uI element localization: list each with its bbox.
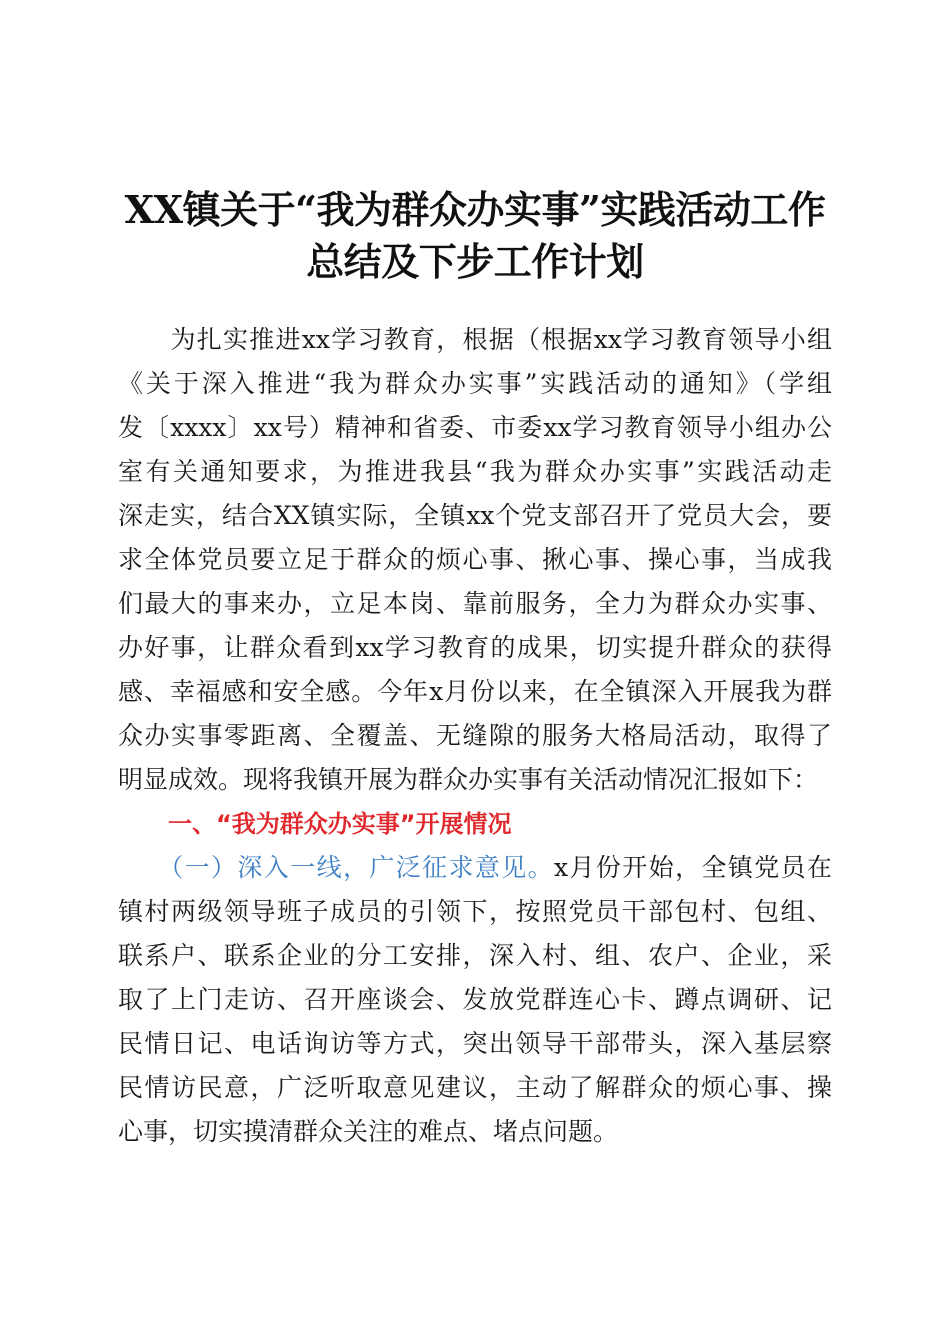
intro-paragraph-line: 《关于深入推进“我为群众办实事”实践活动的通知》（学组 <box>118 369 832 398</box>
subsection-paragraph-line: 民情日记、电话询访等方式，突出领导干部带头，深入基层察 <box>118 1029 832 1058</box>
intro-paragraph-line: 求全体党员要立足于群众的烦心事、揪心事、操心事，当成我 <box>118 545 832 574</box>
intro-paragraph-line: 深走实，结合XX镇实际，全镇xx个党支部召开了党员大会，要 <box>118 501 832 530</box>
subsection-paragraph-line: 取了上门走访、召开座谈会、发放党群连心卡、蹲点调研、记 <box>118 985 832 1014</box>
intro-paragraph-line: 办好事，让群众看到xx学习教育的成果，切实提升群众的获得 <box>118 633 832 662</box>
subsection-first-line <box>118 846 832 890</box>
subsection-paragraph-line: 镇村两级领导班子成员的引领下，按照党员干部包村、包组、 <box>118 897 832 926</box>
document-body <box>118 318 832 1154</box>
intro-paragraph-line: 室有关通知要求，为推进我县“我为群众办实事”实践活动走 <box>118 457 832 486</box>
title-line-1: XX镇关于“我为群众办实事”实践活动工作 <box>124 187 826 232</box>
document-title <box>100 184 850 288</box>
section-heading-1: 一、“我为群众办实事”开展情况 <box>168 810 512 838</box>
intro-paragraph-line: 为扎实推进xx学习教育，根据（根据xx学习教育领导小组 <box>118 325 832 354</box>
subsection-text: x月份开始，全镇党员在 <box>554 853 832 882</box>
intro-paragraph-line: 们最大的事来办，立足本岗、靠前服务，全力为群众办实事、 <box>118 589 832 618</box>
intro-paragraph-line: 发〔xxxx〕xx号）精神和省委、市委xx学习教育领导小组办公 <box>118 413 832 442</box>
subsection-paragraph-line: 心事，切实摸清群众关注的难点、堵点问题。 <box>118 1117 619 1146</box>
subsection-paragraph-line: 民情访民意，广泛听取意见建议，主动了解群众的烦心事、操 <box>118 1073 832 1102</box>
title-line-2: 总结及下步工作计划 <box>306 239 644 284</box>
intro-paragraph-line: 感、幸福感和安全感。今年x月份以来，在全镇深入开展我为群 <box>118 677 832 706</box>
subsection-heading-1: （一）深入一线，广泛征求意见。 <box>118 853 555 882</box>
intro-paragraph-line: 众办实事零距离、全覆盖、无缝隙的服务大格局活动，取得了 <box>118 721 832 750</box>
subsection-paragraph-line: 联系户、联系企业的分工安排，深入村、组、农户、企业，采 <box>118 941 832 970</box>
intro-paragraph-line: 明显成效。现将我镇开展为群众办实事有关活动情况汇报如下： <box>118 765 819 794</box>
